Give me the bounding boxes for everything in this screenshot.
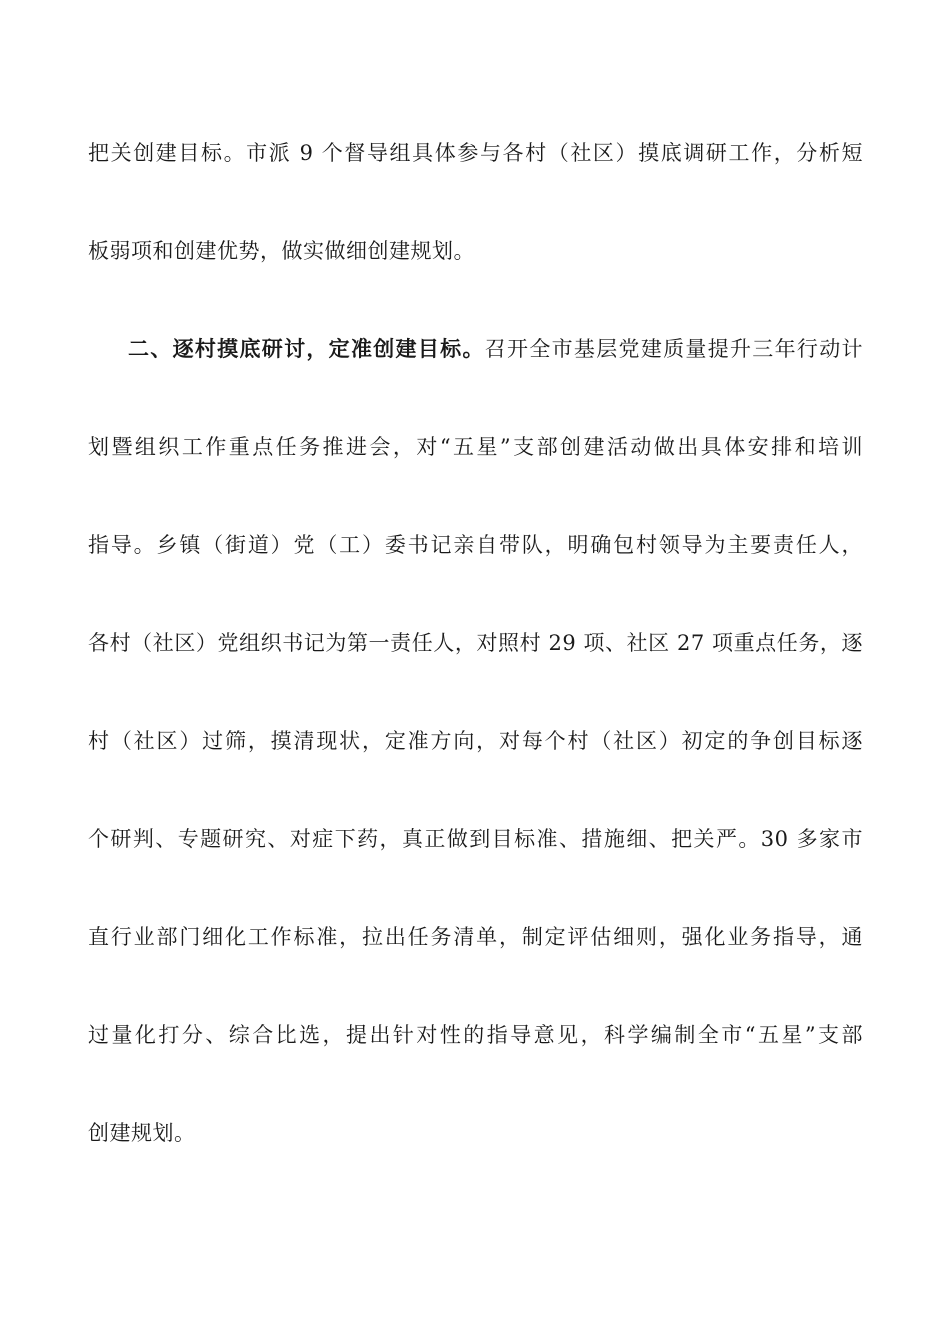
paragraph2-line-3: 指导。乡镇（街道）党（工）委书记亲自带队，明确包村领导为主要责任人， (88, 533, 863, 557)
paragraph2-line-7: 直行业部门细化工作标准，拉出任务清单，制定评估细则，强化业务指导，通 (88, 925, 863, 949)
paragraph2-line-9: 创建规划。 (88, 1121, 196, 1145)
paragraph2-first-line-text: 召开全市基层党建质量提升三年行动计 (484, 337, 863, 361)
paragraph2-line-4: 各村（社区）党组织书记为第一责任人，对照村 29 项、社区 27 项重点任务，逐 (88, 631, 863, 655)
paragraph2-line-8: 过量化打分、综合比选，提出针对性的指导意见，科学编制全市“五星”支部 (88, 1023, 863, 1047)
paragraph1-line-2: 板弱项和创建优势，做实做细创建规划。 (88, 239, 475, 263)
paragraph2-heading: 二、逐村摸底研讨，定准创建目标。 (128, 336, 485, 361)
paragraph1-line-1: 把关创建目标。市派 9 个督导组具体参与各村（社区）摸底调研工作，分析短 (88, 141, 863, 165)
paragraph2-line-5: 村（社区）过筛，摸清现状，定准方向，对每个村（社区）初定的争创目标逐 (88, 729, 863, 753)
paragraph2-line-6: 个研判、专题研究、对症下药，真正做到目标准、措施细、把关严。30 多家市 (88, 827, 863, 851)
paragraph2-line-2: 划暨组织工作重点任务推进会，对“五星”支部创建活动做出具体安排和培训 (88, 435, 863, 459)
paragraph2-line-1 (128, 334, 863, 364)
